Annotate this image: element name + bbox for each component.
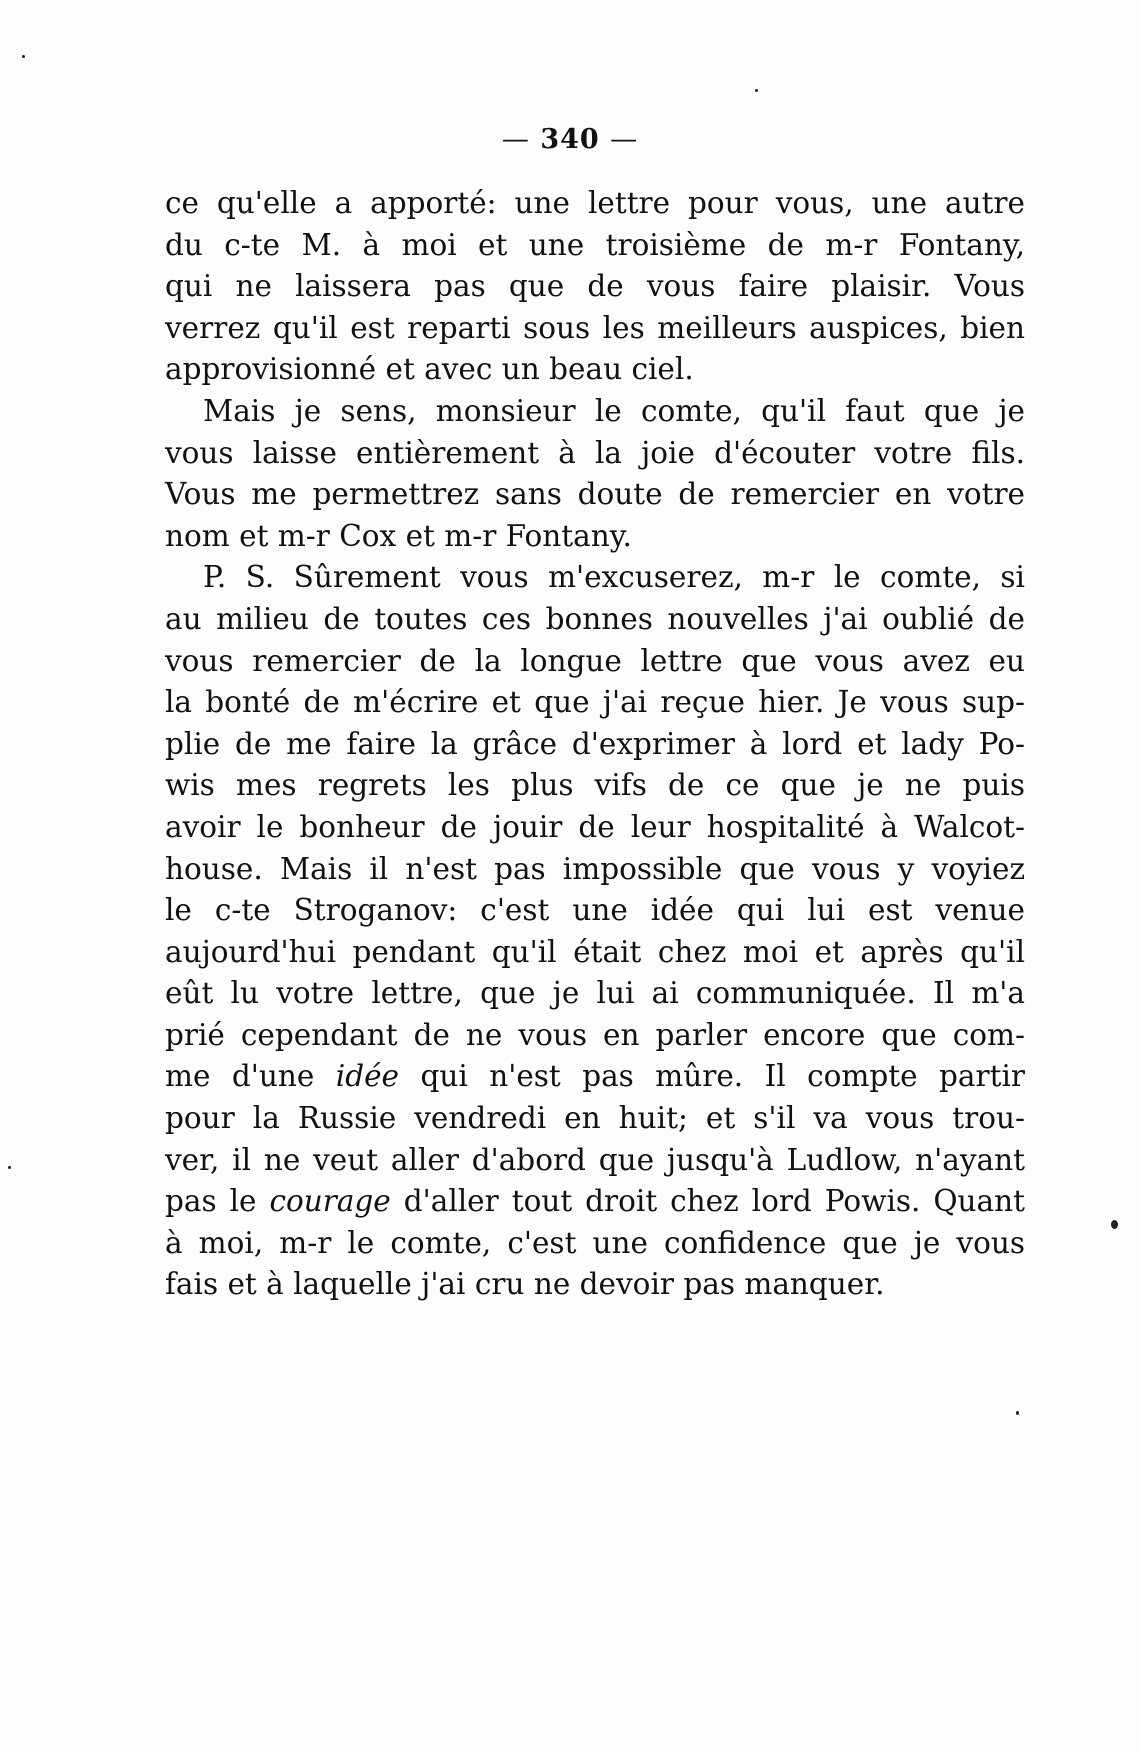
text-line: au milieu de toutes ces bonnes nouvelles j'ai oublié de [165, 601, 1025, 636]
text-line: eût lu votre lettre, que je lui ai communiquée. Il m'a [165, 976, 1025, 1011]
text-line-with-italic [165, 1056, 1025, 1098]
italic-word: courage [269, 1184, 391, 1219]
postscript-start-line: P. S. Sûrement vous m'excuserez, m-r le comte, si [203, 560, 1025, 595]
text-line: à moi, m-r le comte, c'est une confidence que je vous [165, 1225, 1025, 1260]
page-number-dash-left: — [501, 124, 530, 155]
page-number-value: 340 [540, 124, 600, 155]
text-line: vous laisse entièrement à la joie d'écouter votre fils. [165, 435, 1025, 470]
text-run: pas le [165, 1184, 270, 1219]
text-line: plie de me faire la grâce d'exprimer à lord et lady Po- [165, 726, 1025, 761]
text-line: vous remercier de la longue lettre que vous avez eu [165, 643, 1025, 678]
text-line: approvisionné et avec un beau ciel. [165, 352, 694, 387]
text-line: qui ne laissera pas que de vous faire plaisir. Vous [165, 269, 1025, 304]
text-line: fais et à laquelle j'ai cru ne devoir pas manquer. [165, 1267, 885, 1302]
scan-speck [1016, 1411, 1019, 1415]
scan-speck [22, 55, 25, 58]
text-line: house. Mais il n'est pas impossible que vous y voyiez [165, 851, 1025, 886]
text-run: me d'une [165, 1059, 336, 1094]
page-number-dash-right: — [610, 124, 639, 155]
text-line: pour la Russie vendredi en huit; et s'il va vous trou- [165, 1101, 1025, 1136]
text-line: avoir le bonheur de jouir de leur hospitalité à Walcot- [165, 809, 1025, 844]
page-number [0, 124, 1140, 155]
text-line: nom et m-r Cox et m-r Fontany. [165, 518, 632, 553]
italic-word: idée [335, 1059, 400, 1094]
scan-speck [755, 89, 758, 92]
paragraph-start-line: Mais je sens, monsieur le comte, qu'il faut que je [203, 393, 1025, 428]
text-line: ver, il ne veut aller d'abord que jusqu'à Ludlow, n'ayant [165, 1142, 1025, 1177]
letter-body-text [165, 183, 1025, 1306]
text-line: aujourd'hui pendant qu'il était chez moi et après qu'il [165, 934, 1025, 969]
scan-speck [8, 1166, 11, 1169]
text-line: prié cependant de ne vous en parler encore que com- [165, 1017, 1025, 1052]
text-line-with-italic [165, 1181, 1025, 1223]
text-run: d'aller tout droit chez lord Powis. Quant [390, 1184, 1025, 1219]
text-line: la bonté de m'écrire et que j'ai reçue hier. Je vous sup- [165, 685, 1025, 720]
text-run: qui n'est pas mûre. Il compte partir [399, 1059, 1025, 1094]
text-line: verrez qu'il est reparti sous les meilleurs auspices, bien [165, 310, 1025, 345]
text-line: le c-te Stroganov: c'est une idée qui lui est venue [165, 893, 1025, 928]
text-line: du c-te M. à moi et une troisième de m-r Fontany, [165, 227, 1025, 262]
text-line: ce qu'elle a apporté: une lettre pour vous, une autre [165, 186, 1025, 220]
scan-speck [1111, 1220, 1118, 1229]
text-line: Vous me permettrez sans doute de remercier en votre [165, 477, 1025, 512]
text-line: wis mes regrets les plus vifs de ce que je ne puis [165, 768, 1025, 803]
